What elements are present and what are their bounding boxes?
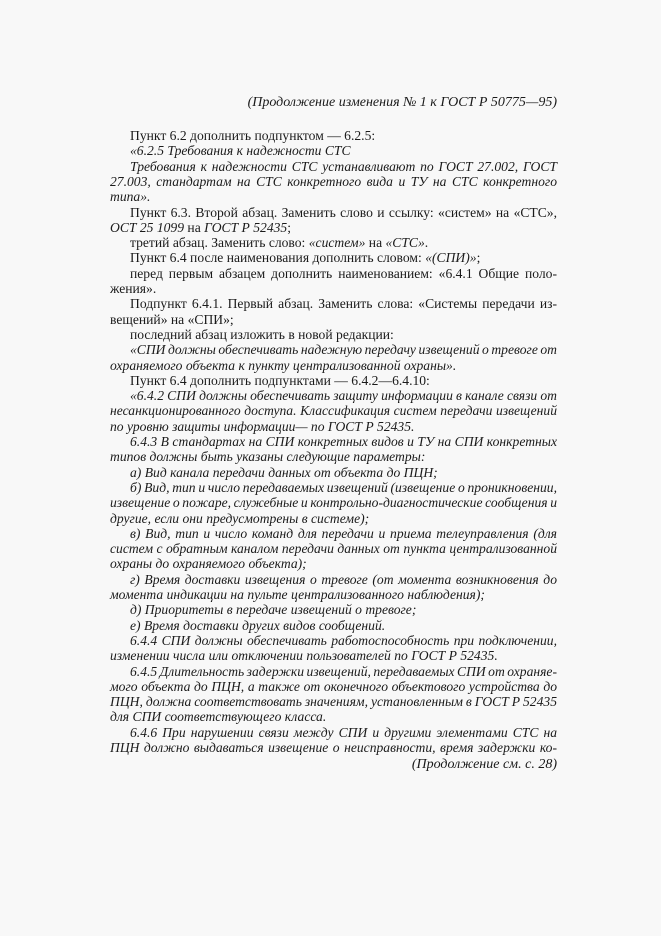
text-line [130,480,557,495]
text-line [130,159,557,174]
italic-text: типов должны быть указаны следующие параметры: [110,449,426,465]
italic-text: охраны до охраняемого объекта); [110,556,307,572]
italic-text: е) Время доставки других видов сообщений. [130,617,386,633]
text-line [130,373,557,388]
text: Пункт 6.3. Второй абзац. Заменить слово и ссылку: «систем» на «СТС», [130,204,557,220]
text-line [110,403,557,418]
page-header: (Продолжение изменения № 1 к ГОСТ Р 50775—95) [247,95,557,110]
text-line [130,250,557,265]
italic-text: б) Вид, тип и число передаваемых извещений (извещение о проникновении, [130,479,557,495]
text: Подпункт 6.4.1. Первый абзац. Заменить слова: «Системы передачи из- [130,296,557,312]
page-footer: (Продолжение см. с. 28) [411,757,557,772]
text-line [110,556,557,571]
text-line [110,358,557,373]
text: вещений» на «СПИ»; [110,311,234,327]
italic-text: момента индикации на пульте централизованного наблюдения); [110,587,485,602]
italic-text: д) Приоритеты в передаче извещений о тревоге; [130,602,417,618]
italic-text: 6.4.3 В стандартах на СПИ конкретных видов и ТУ на СПИ конкретных [130,434,557,449]
text-line [110,679,557,694]
text-line [110,495,557,510]
text: . [424,235,429,251]
italic-text: 6.4.4 СПИ должны обеспечивать работоспособность при подключении, [130,632,557,648]
italic-text: а) Вид канала передачи данных от объекта до ПЦН; [130,464,438,480]
text-line [130,388,557,403]
text-line [130,465,557,480]
italic-text: в) Вид, тип и число команд для передачи и приема телеуправления (для [130,525,557,541]
text-line [130,434,557,449]
text-line [130,235,557,250]
italic-text: «(СПИ)» [425,250,477,266]
italic-text: ГОСТ Р 52435 [204,219,288,235]
text-line [110,419,557,434]
text-line [110,587,557,602]
italic-text: «СТС» [385,235,425,251]
text: ; [287,219,292,235]
text-line [110,740,557,755]
text-line [110,541,557,556]
text-line [130,296,557,311]
text-line [130,572,557,587]
text-line [130,602,557,617]
text-line [110,189,557,204]
text: на [184,219,205,235]
text-line [130,633,557,648]
italic-text: «систем» [308,235,366,251]
text-line [130,266,557,281]
text-line [130,725,557,740]
text-line [110,449,557,464]
italic-text: «СПИ должны обеспечивать надежную передачу извещений о тревоге от [130,342,557,358]
text: Пункт 6.2 дополнить подпунктом — 6.2.5: [130,128,376,143]
text-line [130,143,557,158]
italic-text: типа». [110,189,151,205]
text-line [110,648,557,663]
italic-text: ПЦН, должна соответствовать значениям, установленным в ГОСТ Р 52435 [110,694,557,710]
text-line [110,312,557,327]
text-line [130,205,557,220]
text-line [130,342,557,357]
text: последний абзац изложить в новой редакции: [130,326,394,342]
italic-text: 6.4.5 Длительность задержки извещений, передаваемых СПИ от охраняе- [130,663,557,679]
text-line [110,511,557,526]
text: на [365,235,386,251]
text: перед первым абзацем дополнить наименованием: «6.4.1 Общие поло- [130,265,557,281]
italic-text: другие, если они предусмотрены в системе); [110,510,370,526]
text-line [130,664,557,679]
italic-text: по уровню защиты информации— по ГОСТ Р 52435. [110,418,415,434]
italic-text: систем с обратным каналом передачи данных от пункта централизованной [110,541,557,557]
text-line [110,281,557,296]
italic-text: мого объекта до ПЦН, а также от оконечного объектового устройства до [110,678,557,694]
italic-text: изменении числа или отключении пользователей по ГОСТ Р 52435. [110,648,498,664]
text: Пункт 6.4 после наименования дополнить словом: [130,250,426,266]
text: третий абзац. Заменить слово: [130,235,309,251]
italic-text: извещение о пожаре, служебные и контрольно-диагностические сообщения и [110,495,557,511]
italic-text: для СПИ соответствующего класса. [110,709,327,725]
text: Пункт 6.4 дополнить подпунктами — 6.4.2—6.4.10: [130,372,430,388]
text-line [110,174,557,189]
text: жения». [110,281,157,296]
text-line [130,618,557,633]
italic-text: Требования к надежности СТС устанавливают по ГОСТ 27.002, ГОСТ [130,158,557,174]
italic-text: 6.4.6 При нарушении связи между СПИ и другими элементами СТС на [130,724,557,740]
italic-text: несанкционированного доступа. Классификация систем передачи извещений [110,403,557,419]
italic-text: г) Время доставки извещения о тревоге (от момента возникновения до [130,571,557,587]
text-line [110,220,557,235]
italic-text: «6.2.5 Требования к надежности СТС [130,143,351,159]
italic-text: 27.003, стандартам на СТС конкретного вида и ТУ на СТС конкретного [110,173,557,189]
italic-text: ПЦН должно выдаваться извещение о неисправности, время задержки ко- [110,740,557,755]
text-line [130,526,557,541]
text-line [110,694,557,709]
text-line [110,709,557,724]
italic-text: охраняемого объекта к пункту централизованной охраны». [110,357,457,373]
text: ; [476,250,481,266]
text-line [130,327,557,342]
italic-text: ОСТ 25 1099 [110,219,185,235]
text-line [130,128,557,143]
italic-text: «6.4.2 СПИ должны обеспечивать защиту информации в канале связи от [130,388,557,404]
